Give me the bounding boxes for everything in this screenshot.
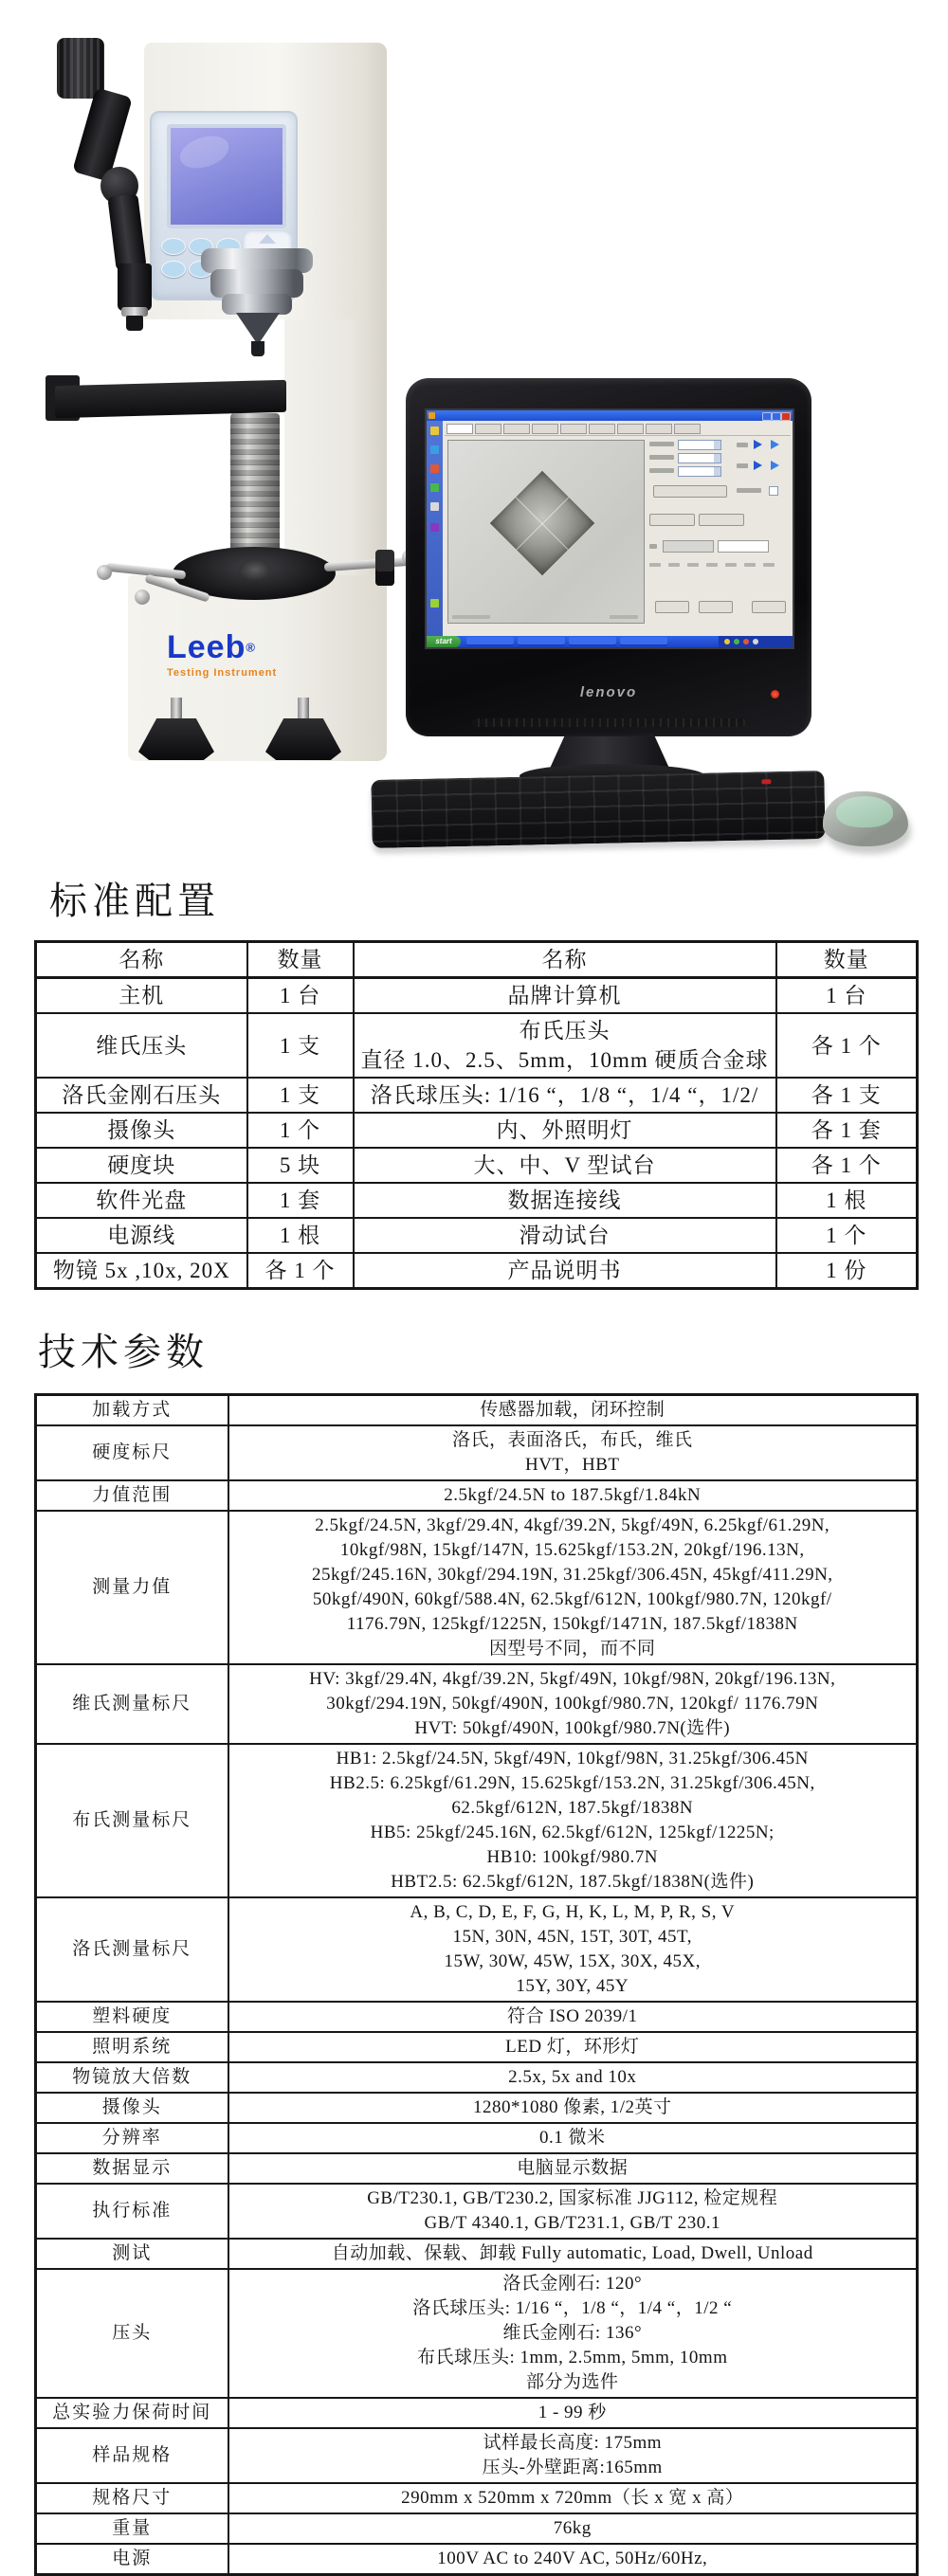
- product-photo: [0, 0, 948, 858]
- desktop-icon: [430, 523, 439, 532]
- action-button: [699, 601, 733, 613]
- config-row: [36, 1218, 918, 1253]
- maximize-button: [772, 412, 781, 421]
- config-cell: 主机: [36, 978, 247, 1014]
- result-label: [706, 563, 718, 567]
- params-table-body: [36, 1395, 918, 2575]
- taskbar-item: [620, 637, 667, 646]
- config-cell: 1 个: [247, 1113, 354, 1148]
- result-label: [649, 563, 661, 567]
- toolbar-tab: [617, 424, 644, 434]
- config-cell: 品牌计算机: [354, 978, 776, 1014]
- wheel-handle-knob: [97, 565, 112, 580]
- config-cell: 各 1 个: [247, 1253, 354, 1289]
- config-row: [36, 1013, 918, 1078]
- config-cell: 摄像头: [36, 1113, 247, 1148]
- params-label: 电源: [36, 2544, 228, 2575]
- keyboard: [371, 771, 825, 848]
- config-row: [36, 1253, 918, 1289]
- params-label: 重量: [36, 2513, 228, 2544]
- checkbox-label: [737, 488, 761, 493]
- config-header-cell: 数量: [247, 942, 354, 978]
- brand-name: Leeb: [167, 629, 246, 665]
- result-label: [744, 563, 756, 567]
- toolbar-tab: [646, 424, 672, 434]
- config-header-cell: 名称: [354, 942, 776, 978]
- config-cell: 洛氏金刚石压头: [36, 1078, 247, 1113]
- result-label: [763, 563, 775, 567]
- desktop-icon: [430, 599, 439, 608]
- config-cell: 1 台: [247, 978, 354, 1014]
- params-value: 2.5kgf/24.5N, 3kgf/29.4N, 4kgf/39.2N, 5kgf/49N, 6.25kgf/61.29N, 10kgf/98N, 15kgf/147N, 15.625kgf/153.2N, 20kgf/196.13N, 25kgf/245.16N, 30kgf/294.19N, 31.25kgf/306.45N, 45kgf/411.29N, 50kgf/490N, 60kgf/588.4N, 62.5kgf/612N, 100kgf/980.7N, 120kgf/ 1176.79N, 125kgf/1225N, 150kgf/1471N, 187.5kgf/1838N 因型号不同，而不同: [228, 1511, 918, 1664]
- params-label: 规格尺寸: [36, 2483, 228, 2513]
- checkbox: [769, 486, 778, 496]
- mouse: [823, 791, 908, 846]
- config-cell: 1 根: [247, 1218, 354, 1253]
- params-value: 100V AC to 240V AC, 50Hz/60Hz,: [228, 2544, 918, 2575]
- config-cell: 维氏压头: [36, 1013, 247, 1078]
- taskbar-item: [518, 637, 565, 646]
- desktop-icon: [430, 502, 439, 511]
- config-cell: 产品说明书: [354, 1253, 776, 1289]
- params-value: 传感器加载，闭环控制: [228, 1395, 918, 1426]
- tray-icon: [743, 639, 749, 644]
- params-row: [36, 2032, 918, 2062]
- params-label: 分辨率: [36, 2123, 228, 2153]
- config-cell: 1 台: [776, 978, 918, 1014]
- params-value: GB/T230.1, GB/T230.2, 国家标准 JJG112, 检定规程 GB/T 4340.1, GB/T231.1, GB/T 230.1: [228, 2184, 918, 2239]
- params-value: 76kg: [228, 2513, 918, 2544]
- params-value: 自动加载、保载、卸载 Fully automatic, Load, Dwell, Unload: [228, 2239, 918, 2269]
- keyboard-accent: [761, 779, 771, 784]
- config-header-row: [36, 942, 918, 978]
- params-value: 电脑显示数据: [228, 2153, 918, 2184]
- params-label: 维氏测量标尺: [36, 1664, 228, 1744]
- params-label: 力值范围: [36, 1480, 228, 1511]
- scale-text: [610, 615, 638, 619]
- toolbar-tab: [560, 424, 587, 434]
- arrow-icon: [771, 440, 779, 449]
- indentation-image: [447, 440, 645, 624]
- desktop-icon: [430, 445, 439, 454]
- params-row: [36, 2269, 918, 2398]
- config-cell: 内、外照明灯: [354, 1113, 776, 1148]
- config-cell: 数据连接线: [354, 1183, 776, 1218]
- action-button: [699, 514, 744, 526]
- config-cell: 5 块: [247, 1148, 354, 1183]
- params-row: [36, 2483, 918, 2513]
- start-button: start: [427, 636, 461, 647]
- desktop-icon: [430, 483, 439, 492]
- params-row: [36, 2428, 918, 2483]
- config-cell: 物镜 5x ,10x, 20X: [36, 1253, 247, 1289]
- config-cell: 1 支: [247, 1078, 354, 1113]
- desktop-icon: [430, 426, 439, 435]
- field-label: [649, 468, 674, 473]
- elevating-screw: [230, 413, 280, 563]
- params-label: 测试: [36, 2239, 228, 2269]
- toolbar-tab: [532, 424, 558, 434]
- taskbar-item: [569, 637, 616, 646]
- config-row: [36, 1183, 918, 1218]
- config-cell: 滑动试台: [354, 1218, 776, 1253]
- config-cell: 布氏压头 直径 1.0、2.5、5mm，10mm 硬质合金球: [354, 1013, 776, 1078]
- params-value: LED 灯，环形灯: [228, 2032, 918, 2062]
- app-icon: [428, 412, 435, 419]
- toolbar-tab: [447, 424, 473, 434]
- indenter-tip: [251, 341, 264, 356]
- config-cell: 各 1 套: [776, 1113, 918, 1148]
- section-heading-config: 标准配置: [49, 880, 220, 922]
- power-switch: [375, 550, 394, 586]
- params-row: [36, 2123, 918, 2153]
- icon-label: [737, 443, 748, 447]
- params-value: 0.1 微米: [228, 2123, 918, 2153]
- params-label: 数据显示: [36, 2153, 228, 2184]
- config-header-cell: 名称: [36, 942, 247, 978]
- result-label: [687, 563, 699, 567]
- params-label: 执行标准: [36, 2184, 228, 2239]
- brand-logo: [167, 631, 319, 679]
- action-button: [649, 514, 695, 526]
- config-cell: 洛氏球压头: 1/16 “，1/8 “，1/4 “，1/2/: [354, 1078, 776, 1113]
- params-value: 试样最长高度: 175mm 压头-外壁距离:165mm: [228, 2428, 918, 2483]
- result-label: [725, 563, 737, 567]
- params-row: [36, 2184, 918, 2239]
- action-button: [655, 601, 689, 613]
- dropdown-field: [678, 453, 721, 463]
- params-label: 照明系统: [36, 2032, 228, 2062]
- params-label: 样品规格: [36, 2428, 228, 2483]
- wheel-hub: [239, 559, 271, 580]
- close-button: [781, 412, 791, 421]
- config-cell: 1 个: [776, 1218, 918, 1253]
- config-cell: 1 根: [776, 1183, 918, 1218]
- config-cell: 各 1 个: [776, 1013, 918, 1078]
- params-value: 290mm x 520mm x 720mm（长 x 宽 x 高）: [228, 2483, 918, 2513]
- toolbar-tab: [475, 424, 501, 434]
- arrow-up-icon: [259, 234, 276, 244]
- params-row: [36, 2062, 918, 2093]
- params-row: [36, 2153, 918, 2184]
- params-row: [36, 1744, 918, 1897]
- speaker-grill: [472, 718, 745, 727]
- arrow-icon: [754, 461, 762, 470]
- params-value: 1280*1080 像素, 1/2英寸: [228, 2093, 918, 2123]
- taskbar-item: [466, 637, 514, 646]
- params-row: [36, 1480, 918, 1511]
- config-cell: 各 1 个: [776, 1148, 918, 1183]
- registered-mark: ®: [246, 640, 256, 655]
- params-value: A, B, C, D, E, F, G, H, K, L, M, P, R, S, V 15N, 30N, 45N, 15T, 30T, 45T, 15W, 30W, 45W, 15X, 30X, 45X, 15Y, 30Y, 45Y: [228, 1897, 918, 2002]
- value-field: [718, 540, 769, 553]
- params-label: 塑料硬度: [36, 2002, 228, 2032]
- indenter-turret-ring: [222, 294, 292, 315]
- config-row: [36, 1113, 918, 1148]
- params-label: 洛氏测量标尺: [36, 1897, 228, 2002]
- app-toolbar: [445, 423, 791, 436]
- measurement-app-window: [443, 421, 793, 636]
- tray-icon: [724, 639, 730, 644]
- config-cell: 大、中、V 型试台: [354, 1148, 776, 1183]
- params-value: 洛氏金刚石: 120° 洛氏球压头: 1/16 “，1/8 “，1/4 “，1/2 “ 维氏金刚石: 136° 布氏球压头: 1mm, 2.5mm, 5mm, 10mm 部分为选件: [228, 2269, 918, 2398]
- params-row: [36, 1664, 918, 1744]
- params-label: 物镜放大倍数: [36, 2062, 228, 2093]
- monitor: [406, 378, 811, 736]
- params-row: [36, 1897, 918, 2002]
- camera-arm-lower: [107, 193, 146, 270]
- params-row: [36, 1511, 918, 1664]
- params-label: 加载方式: [36, 1395, 228, 1426]
- side-panel: [649, 440, 790, 629]
- tray-icon: [734, 639, 739, 644]
- value-label: [649, 544, 657, 549]
- brand-tagline: Testing Instrument: [167, 666, 278, 679]
- config-cell: 1 份: [776, 1253, 918, 1289]
- config-cell: 各 1 支: [776, 1078, 918, 1113]
- params-value: HB1: 2.5kgf/24.5N, 5kgf/49N, 10kgf/98N, 31.25kgf/306.45N HB2.5: 6.25kgf/61.29N, 15.625kgf/153.2N, 31.25kgf/306.45N, 62.5kgf/612N, 187.5kgf/1838N HB5: 25kgf/245.16N, 62.5kgf/612N, 125kgf/1225N; HB10: 100kgf/980.7N HBT2.5: 62.5kgf/612N, 187.5kgf/1838N(选件): [228, 1744, 918, 1897]
- panel-button: [161, 261, 186, 278]
- params-value: 2.5x, 5x and 10x: [228, 2062, 918, 2093]
- params-row: [36, 1425, 918, 1480]
- icon-label: [737, 463, 748, 468]
- config-table: [34, 940, 919, 1290]
- params-table: [34, 1393, 919, 2576]
- monitor-brand-logo: lenovo: [579, 684, 638, 700]
- config-cell: 硬度块: [36, 1148, 247, 1183]
- lcd-screen: [167, 124, 286, 228]
- params-value: 符合 ISO 2039/1: [228, 2002, 918, 2032]
- monitor-screen: [425, 408, 794, 649]
- field-label: [649, 442, 674, 446]
- config-header-cell: 数量: [776, 942, 918, 978]
- indentation-diamond: [490, 471, 594, 575]
- field-label: [649, 455, 674, 460]
- minimize-button: [762, 412, 772, 421]
- config-cell: 1 支: [247, 1013, 354, 1078]
- params-row: [36, 2544, 918, 2575]
- toolbar-tab: [589, 424, 615, 434]
- params-label: 布氏测量标尺: [36, 1744, 228, 1897]
- toolbar-tab: [503, 424, 530, 434]
- params-value: 2.5kgf/24.5N to 187.5kgf/1.84kN: [228, 1480, 918, 1511]
- params-row: [36, 2239, 918, 2269]
- toolbar-tab: [674, 424, 701, 434]
- desktop-icon: [430, 464, 439, 473]
- params-row: [36, 2093, 918, 2123]
- config-table-body: [36, 978, 918, 1289]
- params-value: 洛氏，表面洛氏，布氏，维氏 HVT，HBT: [228, 1425, 918, 1480]
- params-row: [36, 2513, 918, 2544]
- indenter-cone: [236, 313, 280, 345]
- params-row: [36, 2398, 918, 2428]
- config-cell: 电源线: [36, 1218, 247, 1253]
- tray-icon: [753, 639, 758, 644]
- panel-button: [161, 238, 186, 255]
- desktop-strip: [427, 421, 443, 636]
- arrow-icon: [754, 440, 762, 449]
- action-button: [653, 485, 727, 498]
- status-text: [452, 615, 490, 619]
- params-value: HV: 3kgf/29.4N, 4kgf/39.2N, 5kgf/49N, 10kgf/98N, 20kgf/196.13N, 30kgf/294.19N, 50kgf/490N, 100kgf/980.7N, 120kgf/ 1176.79N HVT: 50kgf/490N, 100kgf/980.7N(选件): [228, 1664, 918, 1744]
- config-cell: 1 套: [247, 1183, 354, 1218]
- window-titlebar: [427, 410, 793, 421]
- system-tray: [719, 636, 793, 647]
- config-cell: 软件光盘: [36, 1183, 247, 1218]
- wheel-handle-knob: [135, 590, 150, 605]
- config-row: [36, 1148, 918, 1183]
- power-led: [771, 690, 779, 698]
- params-label: 硬度标尺: [36, 1425, 228, 1480]
- microscope-objective: [118, 263, 152, 311]
- params-label: 测量力值: [36, 1511, 228, 1664]
- dropdown-field: [678, 466, 721, 477]
- section-heading-params: 技术参数: [38, 1331, 209, 1373]
- result-label: [668, 563, 680, 567]
- arrow-icon: [771, 461, 779, 470]
- config-row: [36, 1078, 918, 1113]
- value-field: [663, 540, 714, 553]
- objective-lens-tip: [126, 316, 143, 331]
- params-label: 总实验力保荷时间: [36, 2398, 228, 2428]
- params-value: 1 - 99 秒: [228, 2398, 918, 2428]
- config-row: [36, 978, 918, 1014]
- params-row: [36, 1395, 918, 1426]
- params-label: 压头: [36, 2269, 228, 2398]
- action-button: [752, 601, 786, 613]
- params-label: 摄像头: [36, 2093, 228, 2123]
- params-row: [36, 2002, 918, 2032]
- dropdown-field: [678, 440, 721, 450]
- taskbar: [427, 636, 793, 647]
